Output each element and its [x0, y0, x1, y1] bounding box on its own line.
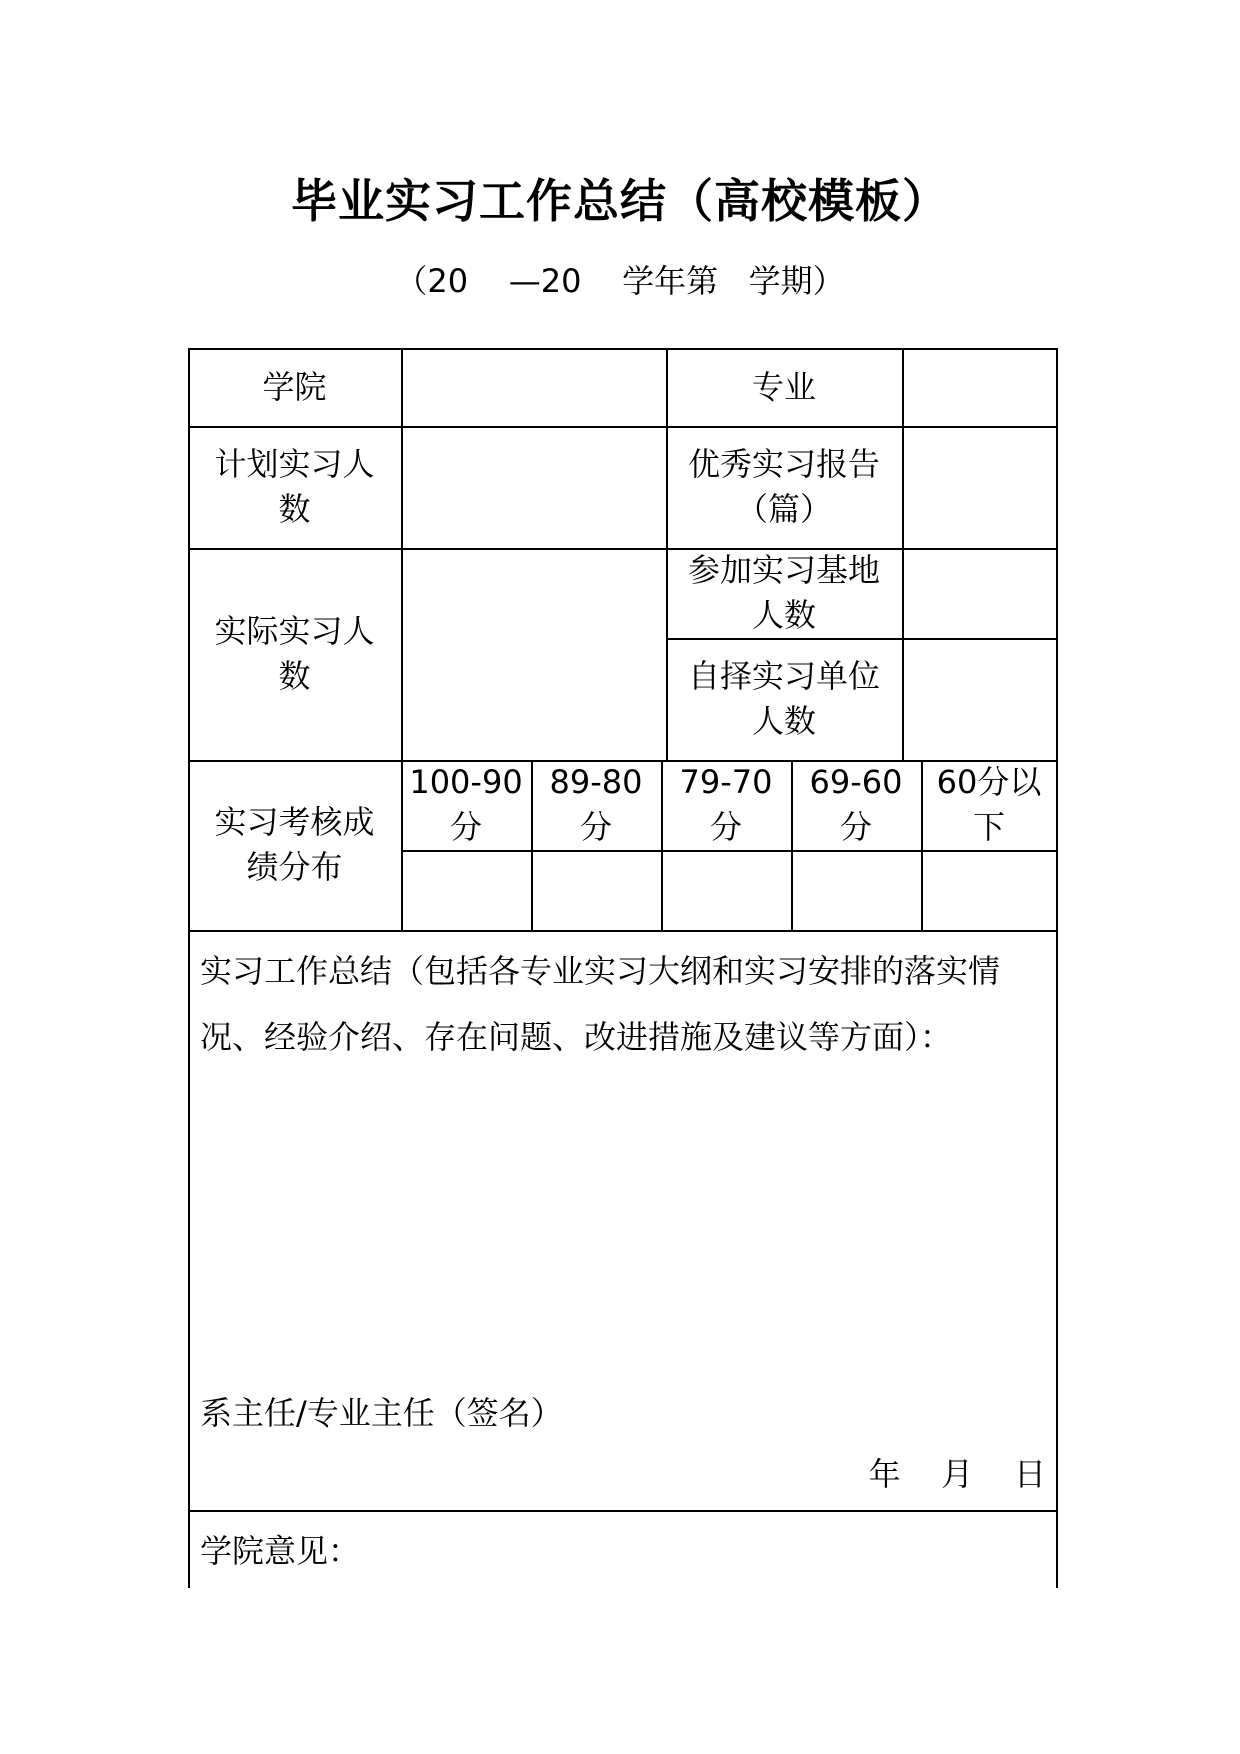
major-label: 专业	[751, 367, 816, 406]
actual-count-field[interactable]	[403, 550, 665, 759]
score-count-field-89-80[interactable]	[533, 852, 660, 929]
score-range-below-60: 60分以下	[936, 763, 1042, 846]
planned-count-label: 计划实习人数	[214, 445, 375, 528]
score-range-69-60: 69-60分	[809, 763, 903, 846]
college-value-field[interactable]	[403, 350, 665, 426]
score-count-field-69-60[interactable]	[793, 852, 920, 929]
excellent-reports-label: 优秀实习报告（篇）	[687, 445, 880, 528]
page-title: 毕业实习工作总结（高校模板）	[291, 174, 949, 228]
college-opinion-field[interactable]	[200, 1573, 1048, 1587]
major-value-field[interactable]	[904, 350, 1055, 426]
score-count-field-below-60[interactable]	[923, 852, 1055, 929]
signature-label: 系主任/专业主任（签名）	[200, 1394, 563, 1432]
summary-form-table	[188, 348, 1058, 1588]
academic-term-line: （20 —20 学年第 学期）	[395, 262, 845, 300]
summary-prompt: 实习工作总结（包括各专业实习大纲和实习安排的落实情况、经验介绍、存在问题、改进措施及建议等方面）：	[200, 952, 1001, 1056]
score-range-89-80: 89-80分	[549, 763, 643, 846]
self-selected-count-field[interactable]	[904, 640, 1055, 759]
actual-count-label: 实际实习人数	[214, 612, 375, 695]
score-count-field-79-70[interactable]	[663, 852, 790, 929]
score-distribution-label: 实习考核成绩分布	[214, 803, 375, 886]
signature-date: 年 月 日	[868, 1455, 1046, 1493]
college-opinion-label: 学院意见：	[200, 1532, 361, 1570]
college-label: 学院	[262, 367, 327, 406]
score-range-79-70: 79-70分	[679, 763, 773, 846]
base-count-field[interactable]	[904, 550, 1055, 637]
excellent-reports-field[interactable]	[904, 428, 1055, 547]
planned-count-field[interactable]	[403, 428, 665, 547]
base-count-label: 参加实习基地人数	[687, 551, 880, 634]
score-count-field-100-90[interactable]	[403, 852, 530, 929]
score-range-100-90: 100-90分	[409, 763, 523, 846]
summary-text-area[interactable]	[200, 1088, 1048, 1428]
self-selected-count-label: 自择实习单位人数	[687, 657, 880, 740]
